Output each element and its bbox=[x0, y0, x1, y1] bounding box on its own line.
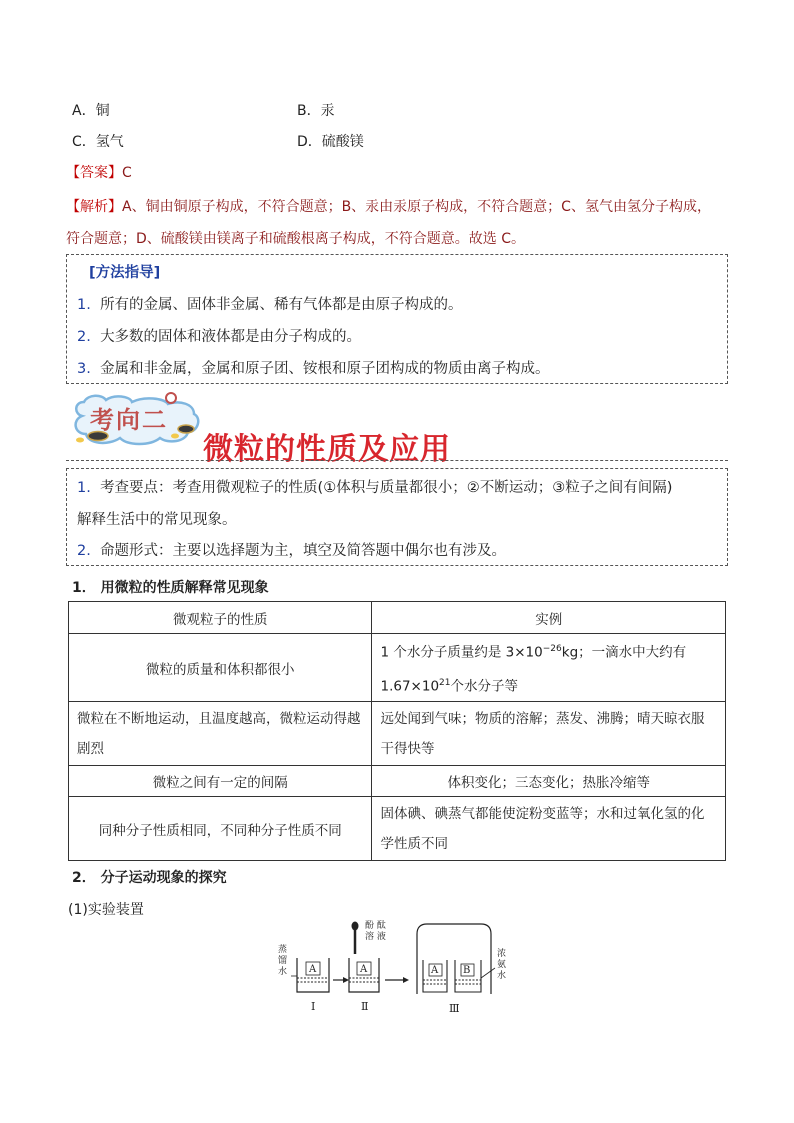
method-guide-box bbox=[66, 254, 728, 384]
option-b: B．汞 bbox=[297, 103, 335, 119]
banner-title: 微粒的性质及应用 bbox=[203, 432, 451, 467]
table-header: 实例 bbox=[372, 602, 726, 634]
badge-label: 考向二 bbox=[90, 405, 168, 434]
svg-text:浓: 浓 bbox=[497, 949, 507, 959]
table-cell: 同种分子性质相同，不同种分子性质不同 bbox=[69, 797, 372, 861]
section2-title: 2． 分子运动现象的探究 bbox=[72, 870, 227, 886]
answer-value: C bbox=[122, 165, 132, 181]
svg-text:Ⅱ: Ⅱ bbox=[361, 1000, 369, 1013]
table-cell: 1 个水分子质量约是 $3\times 10^{-26}kg$；一滴水中大约有 $1.67\times 10^{21}$个水分子等 bbox=[372, 634, 726, 702]
table-cell: 固体碘、碘蒸气都能使淀粉变蓝等；水和过氧化氢的化 学性质不同 bbox=[372, 797, 726, 861]
table-header: 微观粒子的性质 bbox=[69, 602, 372, 634]
svg-text:水: 水 bbox=[497, 971, 507, 981]
svg-text:A: A bbox=[431, 965, 439, 976]
properties-table bbox=[68, 601, 726, 861]
answer-tag: 【答案】 bbox=[66, 165, 122, 181]
banner-divider bbox=[66, 460, 728, 461]
svg-text:氨: 氨 bbox=[497, 960, 507, 970]
svg-text:水: 水 bbox=[278, 967, 288, 977]
focus-point-2: 2. 命题形式：主要以选择题为主，填空及简答题中偶尔也有涉及。 bbox=[77, 543, 507, 559]
table-cell: 微粒的质量和体积都很小 bbox=[69, 634, 372, 702]
answer-line bbox=[66, 164, 132, 182]
table-cell: 远处闻到气味；物质的溶解；蒸发、沸腾；晴天晾衣服 干得快等 bbox=[372, 702, 726, 766]
table-row bbox=[69, 766, 726, 797]
label-phenolphthalein bbox=[365, 919, 386, 942]
analysis-tag: 【解析】 bbox=[66, 199, 122, 215]
svg-text:B: B bbox=[463, 965, 471, 976]
table-row bbox=[69, 702, 726, 766]
option-c: C．氢气 bbox=[72, 134, 124, 150]
table-cell: 体积变化；三态变化；热胀冷缩等 bbox=[372, 766, 726, 797]
svg-text:Ⅰ: Ⅰ bbox=[311, 1000, 316, 1013]
method-guide-title: [方法指导] bbox=[89, 265, 161, 281]
svg-text:Ⅲ: Ⅲ bbox=[449, 1002, 460, 1015]
analysis bbox=[66, 191, 736, 255]
method-item: 2. 大多数的固体和液体都是由分子构成的。 bbox=[77, 329, 362, 345]
focus-point-1: 1. 考查要点：考查用微观粒子的性质(①体积与质量都很小；②不断运动；③粒子之间有间隔) bbox=[77, 480, 673, 496]
svg-text:溶 液: 溶 液 bbox=[365, 932, 386, 942]
option-a: A．铜 bbox=[72, 103, 110, 119]
table-row bbox=[69, 797, 726, 861]
method-item: 1. 所有的金属、固体非金属、稀有气体都是由原子构成的。 bbox=[77, 297, 463, 313]
beaker-a-step1 bbox=[297, 958, 329, 992]
analysis-line2: 符合题意；D、硫酸镁由镁离子和硫酸根离子构成，不符合题意。故选 C。 bbox=[66, 231, 526, 247]
svg-text:A: A bbox=[309, 964, 317, 975]
section1-title: 1． 用微粒的性质解释常见现象 bbox=[72, 580, 269, 596]
table-row bbox=[69, 634, 726, 702]
option-d: D．硫酸镁 bbox=[297, 134, 364, 150]
label-water-vertical bbox=[278, 943, 287, 977]
exam-focus-box bbox=[66, 468, 728, 566]
svg-text:A: A bbox=[360, 964, 368, 975]
table-header-row bbox=[69, 602, 726, 634]
focus-point-1-cont: 解释生活中的常见现象。 bbox=[77, 512, 237, 528]
label-ammonia-vertical bbox=[497, 947, 506, 981]
table-cell: 微粒在不断地运动，且温度越高，微粒运动得越 剧烈 bbox=[69, 702, 372, 766]
analysis-line1: A、铜由铜原子构成，不符合题意；B、汞由汞原子构成，不符合题意；C、氢气由氢分子构成， bbox=[122, 199, 711, 215]
svg-text:馏: 馏 bbox=[278, 956, 288, 966]
table-cell: 微粒之间有一定的间隔 bbox=[69, 766, 372, 797]
svg-text:酚 酞: 酚 酞 bbox=[365, 921, 386, 931]
section-badge bbox=[68, 392, 208, 456]
bell-jar-step3 bbox=[417, 924, 495, 994]
experiment-diagram bbox=[275, 918, 525, 1018]
method-item: 3. 金属和非金属，金属和原子团、铵根和原子团构成的物质由离子构成。 bbox=[77, 361, 550, 377]
svg-text:蒸: 蒸 bbox=[278, 945, 288, 955]
section2-subtitle: (1)实验装置 bbox=[68, 902, 144, 918]
